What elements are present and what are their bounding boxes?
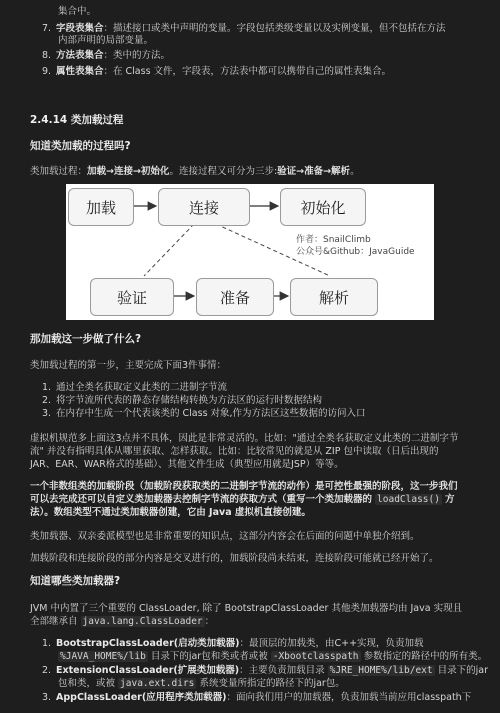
paragraph: 类加载过程的第一步，主要完成下面3件事情：: [30, 360, 227, 371]
list-text: 目录下的jar包和类或者或被: [150, 651, 268, 662]
list-item: [42, 689, 471, 703]
list-label: 属性表集合: [56, 66, 104, 77]
paragraph: [30, 163, 360, 177]
bold-text: 加载→连接→初始化: [87, 166, 170, 177]
list-number: 3.: [42, 692, 52, 703]
list-text: ：面向我们用户的加载器，负责加载当前应用classpath下: [226, 692, 472, 703]
list-number: 7.: [42, 23, 52, 34]
paragraph: 加载阶段和连接阶段的部分内容是交叉进行的，加载阶段尚未结束，连接阶段可能就已经开始了。: [30, 553, 439, 564]
node-load: 加载: [68, 188, 134, 226]
list-label: 字段表集合: [56, 23, 104, 34]
text: 。: [350, 166, 360, 177]
paragraph-line: 法）。数组类型不通过类加载器创建，它由 Java 虚拟机直接创建。: [30, 507, 311, 518]
node-init: 初始化: [280, 188, 366, 226]
paragraph-line: JAR、EAR、WAR格式的基础）、其他文件生成（典型应用就是JSP）等等。: [30, 459, 344, 470]
list-text: 目录下的jar: [437, 665, 489, 676]
paragraph-line: [30, 613, 214, 627]
list-item: [42, 63, 391, 77]
list-text: 参数指定的路径中的所有类。: [363, 651, 488, 662]
list-text: 系统变量所指定的路径下的jar包。: [199, 678, 345, 689]
inline-code: %JRE_HOME%/lib/ext: [329, 665, 433, 676]
question-heading: 那加载这一步做了什么?: [30, 333, 142, 345]
inline-code: java.ext.dirs: [120, 678, 195, 689]
list-item: [42, 405, 366, 419]
list-number: 3.: [42, 408, 52, 419]
list-label: ExtensionClassLoader(扩展类加载器): [56, 665, 240, 676]
bold-text: 验证→准备→解析: [277, 166, 351, 177]
list-item: [42, 635, 424, 649]
list-item: 集合中。: [58, 6, 97, 17]
list-item: [42, 379, 227, 393]
list-item: 内部声明的局部变量。: [58, 35, 154, 46]
list-text: ：最顶层的加载类，由C++实现，负责加载: [239, 638, 424, 649]
list-text: 包和类，或被: [58, 678, 116, 689]
text: ：: [204, 616, 215, 627]
list-item-continuation: [58, 675, 345, 689]
question-heading: 知道类加载的过程吗?: [30, 140, 131, 152]
list-text: ：描述接口或类中声明的变量。字段包括类级变量以及实例变量，但不包括在方法: [103, 23, 446, 34]
node-verify: 验证: [90, 278, 174, 316]
node-link: 连接: [158, 188, 250, 226]
text: 。连接过程又可分为三步:: [169, 166, 278, 177]
inline-code: -Xbootclasspath: [272, 651, 359, 662]
text: 全部继承自: [30, 616, 78, 627]
paragraph: 类加载器、双亲委派模型也是非常重要的知识点，这部分内容会在后面的问题中单独介绍到。: [30, 531, 420, 542]
question-heading: 知道哪些类加载器?: [30, 575, 121, 587]
list-number: 1.: [42, 638, 52, 649]
bold-text: 可以去完成还可以自定义类加载器去控制字节流的获取方式（重写一个类加载器的: [30, 494, 373, 505]
node-resolve: 解析: [290, 278, 378, 316]
list-number: 1.: [42, 382, 52, 393]
paragraph-line: [30, 491, 455, 505]
list-number: 2.: [42, 665, 52, 676]
list-number: 9.: [42, 66, 52, 77]
list-text: 将字节流所代表的静态存储结构转换为方法区的运行时数据结构: [56, 395, 323, 406]
list-text: ：在 Class 文件，字段表，方法表中都可以携带自己的属性表集合。: [103, 66, 392, 77]
bold-text: 方: [445, 494, 455, 505]
list-item: [42, 392, 322, 406]
list-label: BootstrapClassLoader(启动类加载器): [56, 638, 240, 649]
list-item: [42, 662, 488, 676]
inline-code: loadClass(): [377, 494, 440, 505]
node-prepare: 准备: [196, 278, 274, 316]
credit-account: 公众号&Github：JavaGuide: [296, 247, 415, 257]
dashed-connector: [144, 224, 194, 276]
list-item-continuation: [58, 648, 487, 662]
list-text: 通过全类名获取定义此类的二进制字节流: [56, 382, 228, 393]
list-text: 在内存中生成一个代表该类的 Class 对象,作为方法区这些数据的访问入口: [56, 408, 366, 419]
class-loading-diagram: [66, 184, 434, 320]
text: 类加载过程：: [30, 166, 88, 177]
paragraph-line: 一个非数组类的加载阶段（加载阶段获取类的二进制字节流的动作）是可控性最强的阶段，这一步我们: [30, 481, 458, 492]
list-label: AppClassLoader(应用程序类加载器): [56, 692, 227, 703]
paragraph-line: JVM 中内置了三个重要的 ClassLoader, 除了 BootstrapClassLoader 其他类加载器均由 Java 实现且: [30, 603, 463, 614]
list-item: [42, 47, 170, 61]
list-label: 方法表集合: [56, 50, 104, 61]
inline-code: %JAVA_HOME%/lib: [60, 651, 146, 662]
paragraph-line: 流" 并没有指明具体从哪里获取、怎样获取。比如：比较常见的就是从 ZIP 包中读取（日后出现的: [30, 446, 439, 457]
list-text: ：主要负责加载目录: [239, 665, 325, 676]
list-number: 8.: [42, 50, 52, 61]
list-text: ：类中的方法。: [103, 50, 171, 61]
list-number: 2.: [42, 395, 52, 406]
credit-author: 作者：SnailClimb: [296, 235, 371, 245]
inline-code: java.lang.ClassLoader: [82, 616, 203, 627]
section-title: 2.4.14 类加载过程: [30, 114, 124, 126]
paragraph-line: 虚拟机规范多上面这3点并不具体，因此是非常灵活的。比如："通过全类名获取定义此类的二进制字节: [30, 433, 459, 444]
